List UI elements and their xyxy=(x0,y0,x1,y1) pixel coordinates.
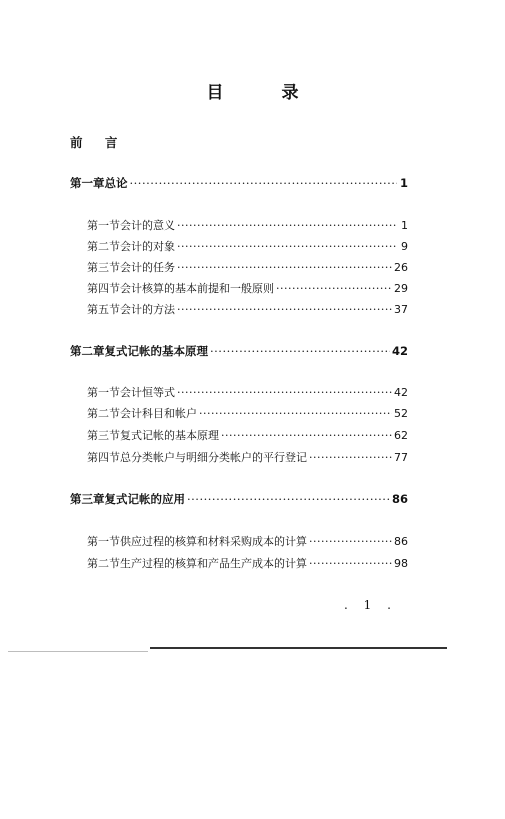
dot-leader xyxy=(187,492,390,506)
dot-leader xyxy=(130,176,398,190)
toc-section-2-2 xyxy=(87,405,408,421)
page-title: 目 录 xyxy=(206,83,325,103)
section-title: 生产过程的核算和产品生产成本的计算 xyxy=(120,557,307,570)
dot-leader xyxy=(177,261,392,274)
page-number: 1 xyxy=(401,219,408,232)
toc-chapter-1 xyxy=(70,175,408,191)
section-title: 会计核算的基本前提和一般原则 xyxy=(120,282,274,295)
dot-leader xyxy=(309,451,392,464)
dot-leader xyxy=(177,303,392,316)
section-number: 第二节 xyxy=(87,557,120,570)
chapter-title: 总论 xyxy=(104,176,128,190)
toc-section-2-3 xyxy=(87,427,408,443)
section-number: 第四节 xyxy=(87,282,120,295)
section-number: 第三节 xyxy=(87,261,120,274)
page-number: 9 xyxy=(401,240,408,253)
toc-section-1-4 xyxy=(87,280,408,296)
toc-chapter-2 xyxy=(70,343,408,359)
section-number: 第二节 xyxy=(87,240,120,253)
section-number: 第二节 xyxy=(87,407,120,420)
dot-leader xyxy=(177,386,392,399)
dot-leader xyxy=(221,429,392,442)
section-title: 会计的任务 xyxy=(120,261,175,274)
dot-leader xyxy=(177,219,397,232)
page-number: 86 xyxy=(391,492,408,506)
chapter-number: 第一章 xyxy=(70,176,105,190)
page-number: 86 xyxy=(394,535,408,548)
dot-leader xyxy=(309,535,392,548)
toc-chapter-3 xyxy=(70,491,408,507)
chapter-title: 复式记帐的应用 xyxy=(104,492,185,506)
section-number: 第三节 xyxy=(87,429,120,442)
page-number: 77 xyxy=(394,451,408,464)
bottom-rule xyxy=(150,647,447,649)
page-number: 42 xyxy=(394,386,408,399)
section-title: 会计的方法 xyxy=(120,303,175,316)
section-title: 复式记帐的基本原理 xyxy=(120,429,219,442)
dot-leader xyxy=(177,240,397,253)
chapter-number: 第二章 xyxy=(70,344,105,358)
section-number: 第一节 xyxy=(87,219,120,232)
preface-heading: 前 言 xyxy=(70,135,127,150)
dot-leader xyxy=(276,282,392,295)
toc-section-1-2 xyxy=(87,238,408,254)
page-number: 98 xyxy=(394,557,408,570)
toc-section-1-3 xyxy=(87,259,408,275)
toc-section-3-2 xyxy=(87,555,408,571)
toc-section-1-1 xyxy=(87,217,408,233)
section-title: 会计科目和帐户 xyxy=(120,407,197,420)
scan-edge-line xyxy=(8,651,148,652)
section-number: 第五节 xyxy=(87,303,120,316)
dot-leader xyxy=(199,407,392,420)
page-folio: . 1 . xyxy=(344,598,397,612)
page-number: 29 xyxy=(394,282,408,295)
dot-leader xyxy=(210,344,390,358)
section-number: 第一节 xyxy=(87,535,120,548)
dot-leader xyxy=(309,557,392,570)
section-title: 会计恒等式 xyxy=(120,386,175,399)
page-number: 1 xyxy=(399,176,408,190)
section-title: 供应过程的核算和材料采购成本的计算 xyxy=(120,535,307,548)
chapter-title: 复式记帐的基本原理 xyxy=(104,344,208,358)
section-number: 第四节 xyxy=(87,451,120,464)
section-number: 第一节 xyxy=(87,386,120,399)
page-number: 62 xyxy=(394,429,408,442)
page-number: 37 xyxy=(394,303,408,316)
section-title: 会计的意义 xyxy=(120,219,175,232)
section-title: 总分类帐户与明细分类帐户的平行登记 xyxy=(120,451,307,464)
toc-section-2-1 xyxy=(87,384,408,400)
page-number: 42 xyxy=(391,344,408,358)
chapter-number: 第三章 xyxy=(70,492,105,506)
page-number: 52 xyxy=(394,407,408,420)
toc-section-3-1 xyxy=(87,533,408,549)
section-title: 会计的对象 xyxy=(120,240,175,253)
page-number: 26 xyxy=(394,261,408,274)
toc-section-2-4 xyxy=(87,449,408,465)
toc-section-1-5 xyxy=(87,301,408,317)
